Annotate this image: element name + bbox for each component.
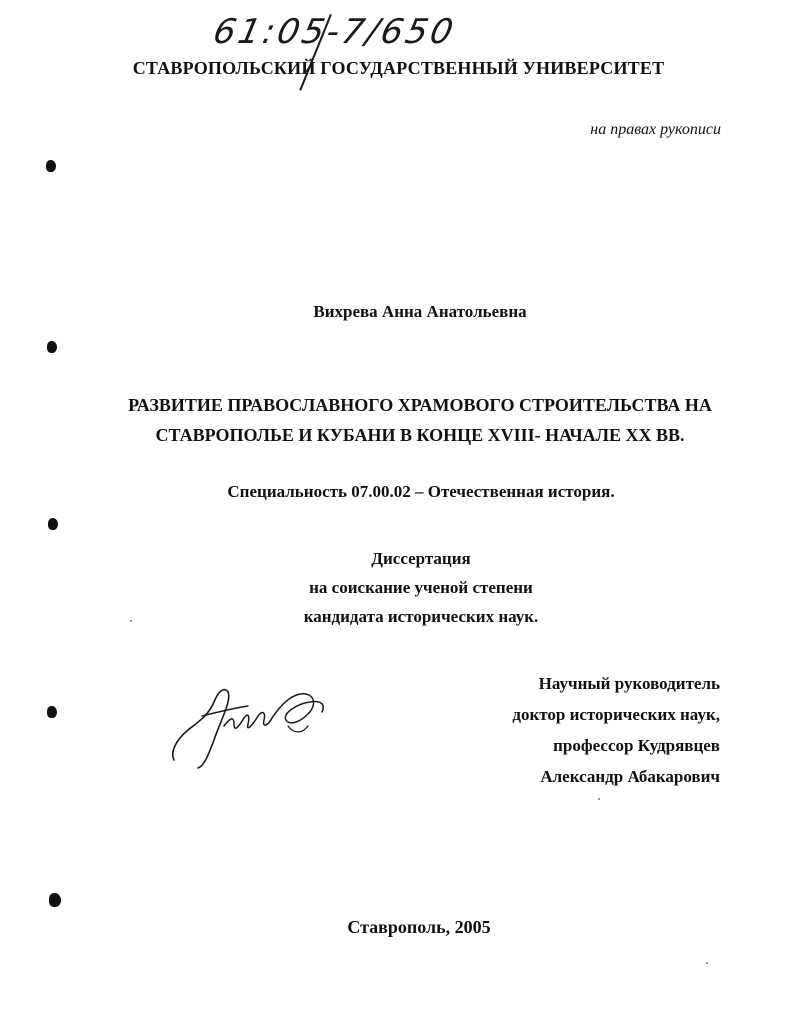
supervisor-block xyxy=(512,668,720,792)
supervisor-line: доктор исторических наук, xyxy=(512,705,720,724)
degree-line: кандидата исторических наук. xyxy=(303,607,539,626)
binder-hole-mark xyxy=(47,341,57,353)
supervisor-line: Научный руководитель xyxy=(538,674,720,693)
signature-stroke xyxy=(224,713,272,729)
degree-line: Диссертация xyxy=(371,549,471,568)
scan-speck xyxy=(706,962,708,964)
author-name: Вихрева Анна Анатольевна xyxy=(313,302,527,321)
signature-stroke xyxy=(173,690,229,768)
binder-hole-mark xyxy=(47,706,57,718)
signature xyxy=(168,682,338,772)
city-year: Ставрополь, 2005 xyxy=(347,917,491,937)
specialty: Специальность 07.00.02 – Отечественная история. xyxy=(227,482,615,501)
scan-speck xyxy=(130,620,132,622)
binder-hole-mark xyxy=(48,518,58,530)
supervisor-line: профессор Кудрявцев xyxy=(553,736,720,755)
manuscript-rights-note: на правах рукописи xyxy=(590,121,721,138)
archive-code: 61:05-7/650 xyxy=(209,12,460,52)
dissertation-title xyxy=(100,390,740,450)
title-line: СТАВРОПОЛЬЕ И КУБАНИ В КОНЦЕ XVIII- НАЧАЛЕ XX ВВ. xyxy=(155,425,685,445)
signature-stroke xyxy=(288,726,308,732)
title-line: РАЗВИТИЕ ПРАВОСЛАВНОГО ХРАМОВОГО СТРОИТЕЛЬСТВА НА xyxy=(128,395,712,415)
supervisor-line: Александр Абакарович xyxy=(540,767,720,786)
binder-hole-mark xyxy=(46,160,56,172)
degree-line: на соискание ученой степени xyxy=(309,578,533,597)
scan-speck xyxy=(598,798,600,800)
binder-hole-mark xyxy=(49,893,61,907)
signature-stroke xyxy=(272,694,323,723)
university-name: СТАВРОПОЛЬСКИЙ ГОСУДАРСТВЕННЫЙ УНИВЕРСИТЕТ xyxy=(132,58,665,78)
dissertation-degree xyxy=(0,544,797,631)
